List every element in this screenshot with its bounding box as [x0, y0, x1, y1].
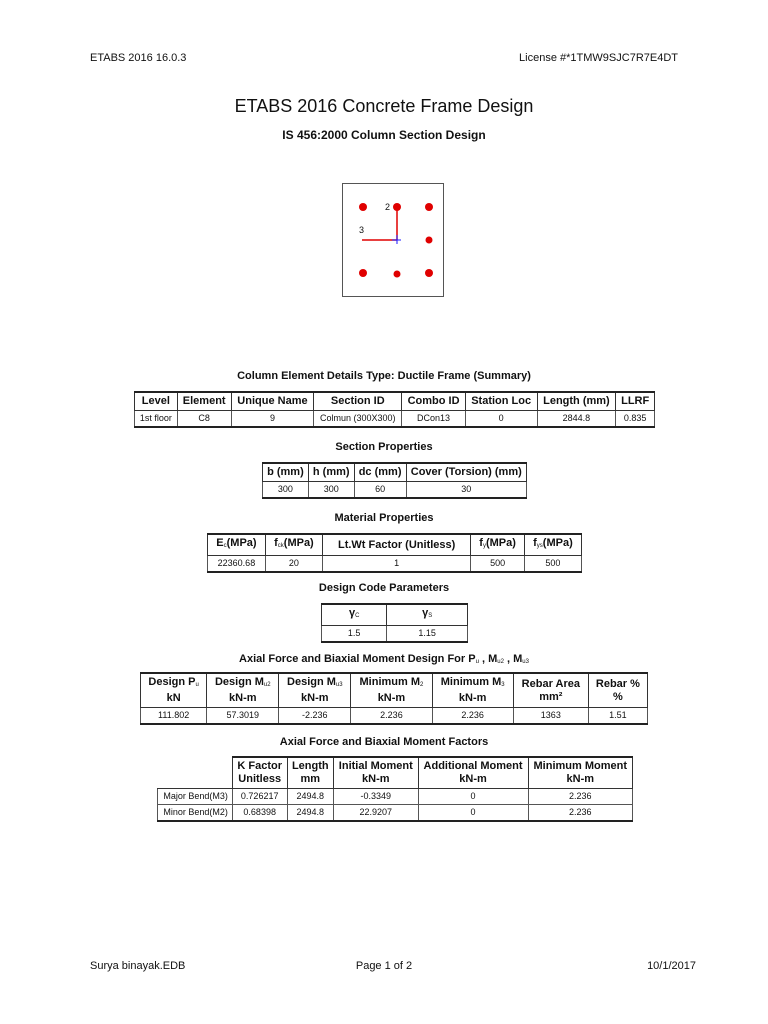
table-cell: 1st floor — [135, 411, 178, 428]
col-header: γC — [322, 604, 387, 626]
col-header: Additional Moment kN-m — [418, 757, 528, 789]
table-cell: -0.3349 — [334, 789, 419, 805]
axis-3-label: 3 — [359, 225, 365, 235]
col-header: Section ID — [314, 392, 402, 411]
table-cell: 20 — [265, 556, 322, 573]
table-cell: 1.15 — [387, 626, 468, 643]
table-cell: C8 — [177, 411, 231, 428]
col-header: Initial Moment kN-m — [334, 757, 419, 789]
rebar-dot — [426, 237, 433, 244]
col-header: Minimum M3 kN-m — [432, 673, 513, 708]
report-date: 10/1/2017 — [647, 960, 696, 972]
table-cell: 22360.68 — [208, 556, 266, 573]
rebar-dot — [359, 203, 367, 211]
col-header: Lt.Wt Factor (Unitless) — [322, 534, 470, 556]
rebar-dot — [359, 269, 367, 277]
table-cell: 22.9207 — [334, 805, 419, 822]
col-header: Design Mu2 kN-m — [207, 673, 279, 708]
report-header-right: License #*1TMW9SJC7R7E4DT — [519, 52, 678, 64]
col-header: Cover (Torsion) (mm) — [406, 463, 526, 482]
section-properties-title: Section Properties — [335, 441, 433, 453]
table-cell: 111.802 — [141, 708, 207, 725]
rebar-dot — [425, 269, 433, 277]
moment-factors-title: Axial Force and Biaxial Moment Factors — [279, 736, 489, 748]
table-cell: 500 — [524, 556, 581, 573]
table-cell: 2.236 — [351, 708, 432, 725]
material-properties-table — [207, 533, 582, 573]
table-cell: 0.726217 — [232, 789, 287, 805]
col-header: fys(MPa) — [524, 534, 581, 556]
col-header: Ec(MPa) — [208, 534, 266, 556]
col-header: Element — [177, 392, 231, 411]
element-details-table — [134, 391, 655, 428]
col-header: K Factor Unitless — [232, 757, 287, 789]
table-cell: Colmun (300X300) — [314, 411, 402, 428]
axial-design-title: Axial Force and Biaxial Moment Design For Pu , Mu2 , Mu3 — [239, 653, 529, 665]
table-cell: 1.51 — [588, 708, 647, 725]
row-label: Minor Bend(M2) — [158, 805, 233, 822]
col-header: dc (mm) — [354, 463, 406, 482]
table-cell: DCon13 — [402, 411, 465, 428]
table-cell: 2.236 — [528, 789, 632, 805]
table-row — [322, 626, 468, 643]
col-header: Design Pu kN — [141, 673, 207, 708]
col-header: Length mm — [287, 757, 334, 789]
col-header: Length (mm) — [537, 392, 616, 411]
table-row — [141, 708, 648, 725]
element-details-title: Column Element Details Type: Ductile Frame (Summary) — [237, 370, 531, 382]
rebar-dot — [425, 203, 433, 211]
design-code-title: Design Code Parameters — [318, 582, 450, 594]
empty-corner-cell — [158, 757, 233, 789]
col-header: Unique Name — [231, 392, 314, 411]
page-subtitle: IS 456:2000 Column Section Design — [282, 128, 486, 142]
table-cell: 0 — [418, 805, 528, 822]
table-cell: 300 — [308, 482, 354, 499]
col-header: γS — [387, 604, 468, 626]
col-header: LLRF — [616, 392, 655, 411]
table-cell: 57.3019 — [207, 708, 279, 725]
table-cell: 2.236 — [528, 805, 632, 822]
material-properties-title: Material Properties — [334, 512, 434, 524]
table-cell: 2.236 — [432, 708, 513, 725]
table-cell: 0 — [418, 789, 528, 805]
table-cell: 0 — [465, 411, 537, 428]
section-properties-table — [262, 462, 527, 499]
table-cell: 2494.8 — [287, 789, 334, 805]
table-cell: 2494.8 — [287, 805, 334, 822]
page-number: Page 1 of 2 — [355, 960, 413, 972]
col-header: fck(MPa) — [265, 534, 322, 556]
col-header: b (mm) — [263, 463, 309, 482]
moment-factors-table — [157, 756, 633, 822]
col-header: Minimum M2 kN-m — [351, 673, 432, 708]
design-code-table — [321, 603, 468, 643]
table-row — [158, 789, 633, 805]
table-cell: 2844.8 — [537, 411, 616, 428]
col-header: Level — [135, 392, 178, 411]
report-footer-left: Surya binayak.EDB — [90, 960, 186, 972]
table-cell: 0.68398 — [232, 805, 287, 822]
page-title: ETABS 2016 Concrete Frame Design — [234, 96, 534, 116]
row-label: Major Bend(M3) — [158, 789, 233, 805]
col-header: Combo ID — [402, 392, 465, 411]
col-header: Minimum Moment kN-m — [528, 757, 632, 789]
col-header: Rebar Area mm² — [513, 673, 588, 708]
table-cell: 300 — [263, 482, 309, 499]
table-cell: 60 — [354, 482, 406, 499]
col-header: Station Loc — [465, 392, 537, 411]
table-cell: 1.5 — [322, 626, 387, 643]
col-header: Design Mu3 kN-m — [279, 673, 351, 708]
col-header: h (mm) — [308, 463, 354, 482]
col-header: Rebar % % — [588, 673, 647, 708]
table-cell: 9 — [231, 411, 314, 428]
table-cell: 30 — [406, 482, 526, 499]
table-row — [158, 805, 633, 822]
table-cell: 0.835 — [616, 411, 655, 428]
axial-design-table — [140, 672, 648, 725]
report-header-left: ETABS 2016 16.0.3 — [90, 52, 187, 64]
column-section-diagram — [342, 183, 444, 297]
table-row — [208, 556, 582, 573]
table-cell: 1363 — [513, 708, 588, 725]
table-cell: 1 — [322, 556, 470, 573]
rebar-dot — [394, 271, 401, 278]
table-cell: 500 — [471, 556, 525, 573]
axis-2-label: 2 — [385, 202, 391, 212]
table-row — [135, 411, 655, 428]
table-cell: -2.236 — [279, 708, 351, 725]
table-row — [263, 482, 527, 499]
col-header: fy(MPa) — [471, 534, 525, 556]
